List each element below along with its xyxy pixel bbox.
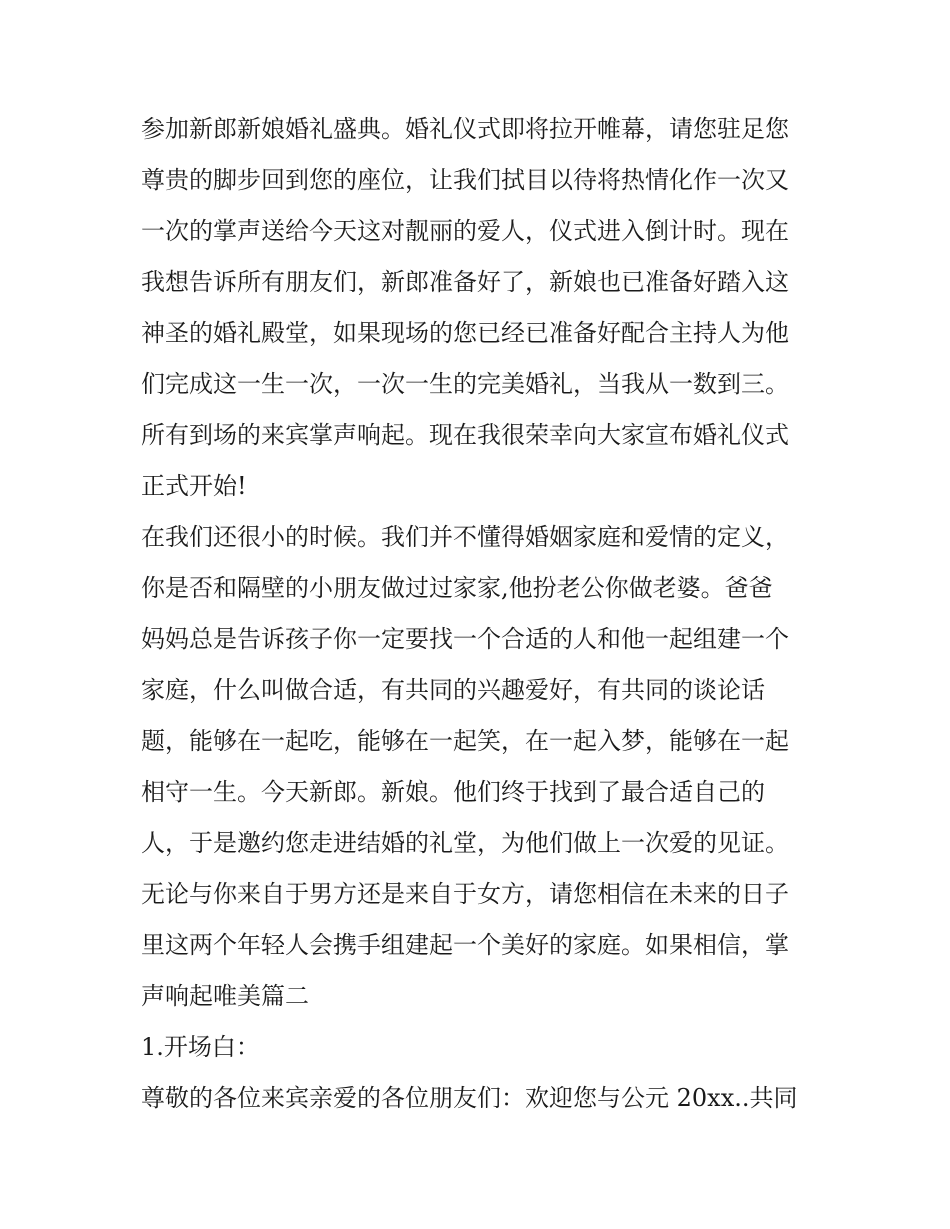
text-line: 无论与你来自于男方还是来自于女方，请您相信在未来的日子 — [141, 880, 789, 908]
section-heading: 1.开场白： — [141, 1033, 260, 1061]
text-line: 们完成这一生一次，一次一生的完美婚礼，当我从一数到三。 — [141, 370, 789, 398]
text-line: 一次的掌声送给今天这对靓丽的爱人，仪式进入倒计时。现在 — [141, 217, 789, 245]
text-line: 你是否和隔壁的小朋友做过过家家,他扮老公你做老婆。爸爸 — [141, 574, 773, 602]
text-line: 我想告诉所有朋友们，新郎准备好了，新娘也已准备好踏入这 — [141, 268, 789, 296]
text-line: 正式开始! — [141, 472, 247, 500]
text-line: 相守一生。今天新郎。新娘。他们终于找到了最合适自己的 — [141, 778, 765, 806]
text-line: 在我们还很小的时候。我们并不懂得婚姻家庭和爱情的定义， — [141, 523, 789, 551]
document-body — [141, 104, 813, 1124]
text-line: 所有到场的来宾掌声响起。现在我很荣幸向大家宣布婚礼仪式 — [141, 421, 789, 449]
text-line: 题，能够在一起吃，能够在一起笑，在一起入梦，能够在一起 — [141, 727, 789, 755]
text-line: 里这两个年轻人会携手组建起一个美好的家庭。如果相信，掌 — [141, 931, 789, 959]
text-line: 家庭，什么叫做合适，有共同的兴趣爱好，有共同的谈论话 — [141, 676, 765, 704]
text-line: 尊敬的各位来宾亲爱的各位朋友们：欢迎您与公元 20xx..共同 — [141, 1084, 798, 1112]
text-line: 尊贵的脚步回到您的座位，让我们拭目以待将热情化作一次又 — [141, 166, 789, 194]
text-line: 神圣的婚礼殿堂，如果现场的您已经已准备好配合主持人为他 — [141, 319, 789, 347]
text-line: 声响起唯美篇二 — [141, 982, 309, 1010]
text-line: 人，于是邀约您走进结婚的礼堂，为他们做上一次爱的见证。 — [141, 829, 789, 857]
text-line: 妈妈总是告诉孩子你一定要找一个合适的人和他一起组建一个 — [141, 625, 789, 653]
text-line: 参加新郎新娘婚礼盛典。婚礼仪式即将拉开帷幕，请您驻足您 — [141, 115, 789, 143]
